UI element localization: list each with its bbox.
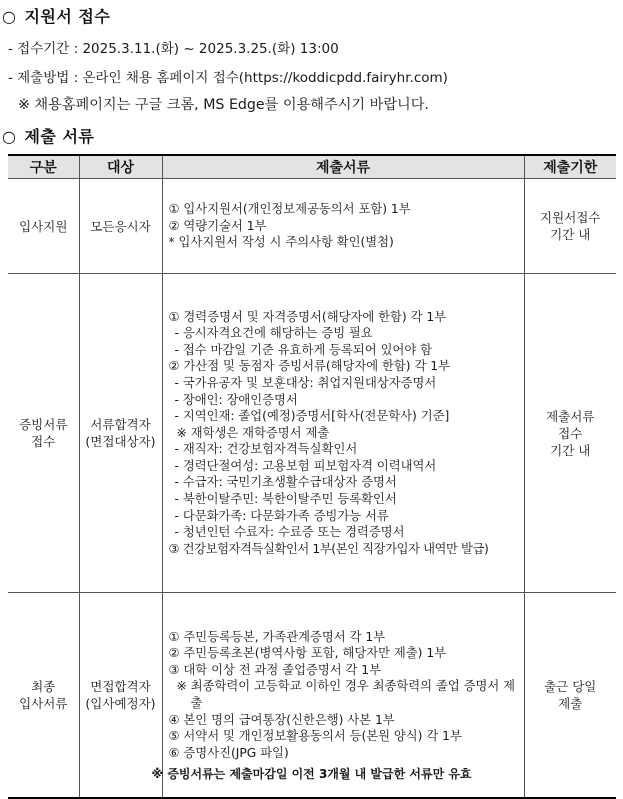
- doc-subitem: - 지역인재: 졸업(예정)증명서[학사(전문학사) 기준]: [174, 409, 450, 424]
- doc-subitem: - 응시자격요건에 해당하는 증빙 필요: [174, 326, 373, 341]
- deadline-line: 기간 내: [550, 227, 591, 242]
- table-row: [8, 179, 616, 274]
- table-row: [8, 274, 616, 593]
- row-category: 입사지원: [8, 179, 79, 274]
- header-documents: 제출서류: [162, 155, 524, 179]
- doc-subitem: - 국가유공자 및 보훈대상: 취업지원대상자증명서: [174, 375, 437, 390]
- doc-item: ① 입사지원서(개인정보제공동의서 포함) 1부: [168, 202, 411, 217]
- doc-item: * 입사지원서 작성 시 주의사항 확인(별첨): [168, 235, 394, 250]
- deadline-line: 접수: [558, 425, 583, 441]
- row-target: 모든응시자: [79, 179, 162, 274]
- row-documents: [162, 274, 524, 593]
- browser-note: ※ 채용홈페이지는 구글 크롬, MS Edge를 이용해주시기 바랍니다.: [18, 97, 429, 113]
- application-method: - 제출방법 : 온라인 채용 홈페이지 접수(https://koddicpdd.fairyhr.com): [8, 70, 448, 86]
- section-documents-heading: [2, 124, 94, 147]
- deadline-line: 제출: [558, 696, 583, 711]
- doc-note: ※ 재학생은 재학증명서 제출: [176, 425, 330, 440]
- doc-item: ④ 본인 명의 급여통장(신한은행) 사본 1부: [168, 712, 395, 727]
- doc-item: ⑥ 증명사진(JPG 파일): [168, 745, 289, 760]
- row-deadline: [524, 274, 616, 593]
- category-line: 최종: [31, 679, 56, 694]
- doc-item: ③ 건강보험자격득실확인서 1부(본인 직장가입자 내역만 발급): [168, 541, 489, 556]
- circle-bullet-icon: ○: [2, 127, 17, 146]
- deadline-line: 제출서류: [546, 408, 595, 424]
- doc-subitem: - 경력단절여성: 고용보험 피보험자격 이력내역서: [174, 458, 437, 473]
- table-header-row: [8, 155, 616, 179]
- section-application-title: 지원서 접수: [24, 7, 111, 26]
- category-line: 접수: [31, 434, 56, 449]
- documents-table: [8, 154, 616, 799]
- deadline-line: 기간 내: [550, 442, 591, 458]
- doc-item: ① 주민등록등본, 가족관계증명서 각 1부: [168, 629, 386, 644]
- target-line: 면접합격자: [90, 679, 151, 694]
- validity-footnote: ※ 증빙서류는 제출마감일 이전 3개월 내 발급한 서류만 유효: [151, 767, 472, 781]
- circle-bullet-icon: ○: [2, 7, 17, 26]
- row-deadline: [524, 179, 616, 274]
- doc-item: ② 역량기술서 1부: [168, 218, 267, 233]
- header-category: 구분: [8, 155, 79, 179]
- row-category: [8, 274, 79, 593]
- doc-subitem: - 북한이탈주민: 북한이탈주민 등록확인서: [174, 492, 397, 507]
- doc-item: ② 주민등록초본(병역사항 포함, 해당자만 제출) 1부: [168, 646, 447, 661]
- doc-subitem: - 접수 마감일 기준 유효하게 등록되어 있어야 함: [174, 342, 432, 357]
- target-line: (입사예정자): [85, 696, 156, 711]
- deadline-line: 출근 당일: [544, 679, 597, 694]
- header-target: 대상: [79, 155, 162, 179]
- section-application-heading: [2, 4, 110, 27]
- row-target: [79, 274, 162, 593]
- section-documents-title: 제출 서류: [24, 127, 95, 146]
- doc-note: ※ 최종학력이 고등학교 이하인 경우 최종학력의 졸업 증명서 제출: [176, 679, 516, 710]
- doc-subitem: - 청년인턴 수료자: 수료증 또는 경력증명서: [174, 525, 405, 540]
- header-deadline: 제출기한: [524, 155, 616, 179]
- category-line: 입사서류: [19, 696, 68, 711]
- target-line: 서류합격자: [90, 417, 151, 432]
- doc-item: ① 경력증명서 및 자격증명서(해당자에 한함) 각 1부: [168, 309, 447, 324]
- doc-item: ③ 대학 이상 전 과정 졸업증명서 각 1부: [168, 662, 382, 677]
- deadline-line: 지원서접수: [540, 210, 601, 225]
- doc-subitem: - 재직자: 건강보험자격득실확인서: [174, 442, 358, 457]
- row-documents: [162, 179, 524, 274]
- application-period: - 접수기간 : 2025.3.11.(화) ~ 2025.3.25.(화) 13:00: [8, 41, 339, 57]
- doc-subitem: - 장애인: 장애인증명서: [174, 392, 298, 407]
- target-line: (면접대상자): [85, 434, 156, 449]
- doc-subitem: - 다문화가족: 다문화가족 증빙가능 서류: [174, 508, 389, 523]
- doc-subitem: - 수급자: 국민기초생활수급대상자 증명서: [174, 475, 397, 490]
- doc-item: ② 가산점 및 동점자 증빙서류(해당자에 한함) 각 1부: [168, 359, 451, 374]
- doc-item: ⑤ 서약서 및 개인정보활용동의서 등(본원 양식) 각 1부: [168, 729, 462, 744]
- category-line: 증빙서류: [19, 417, 68, 432]
